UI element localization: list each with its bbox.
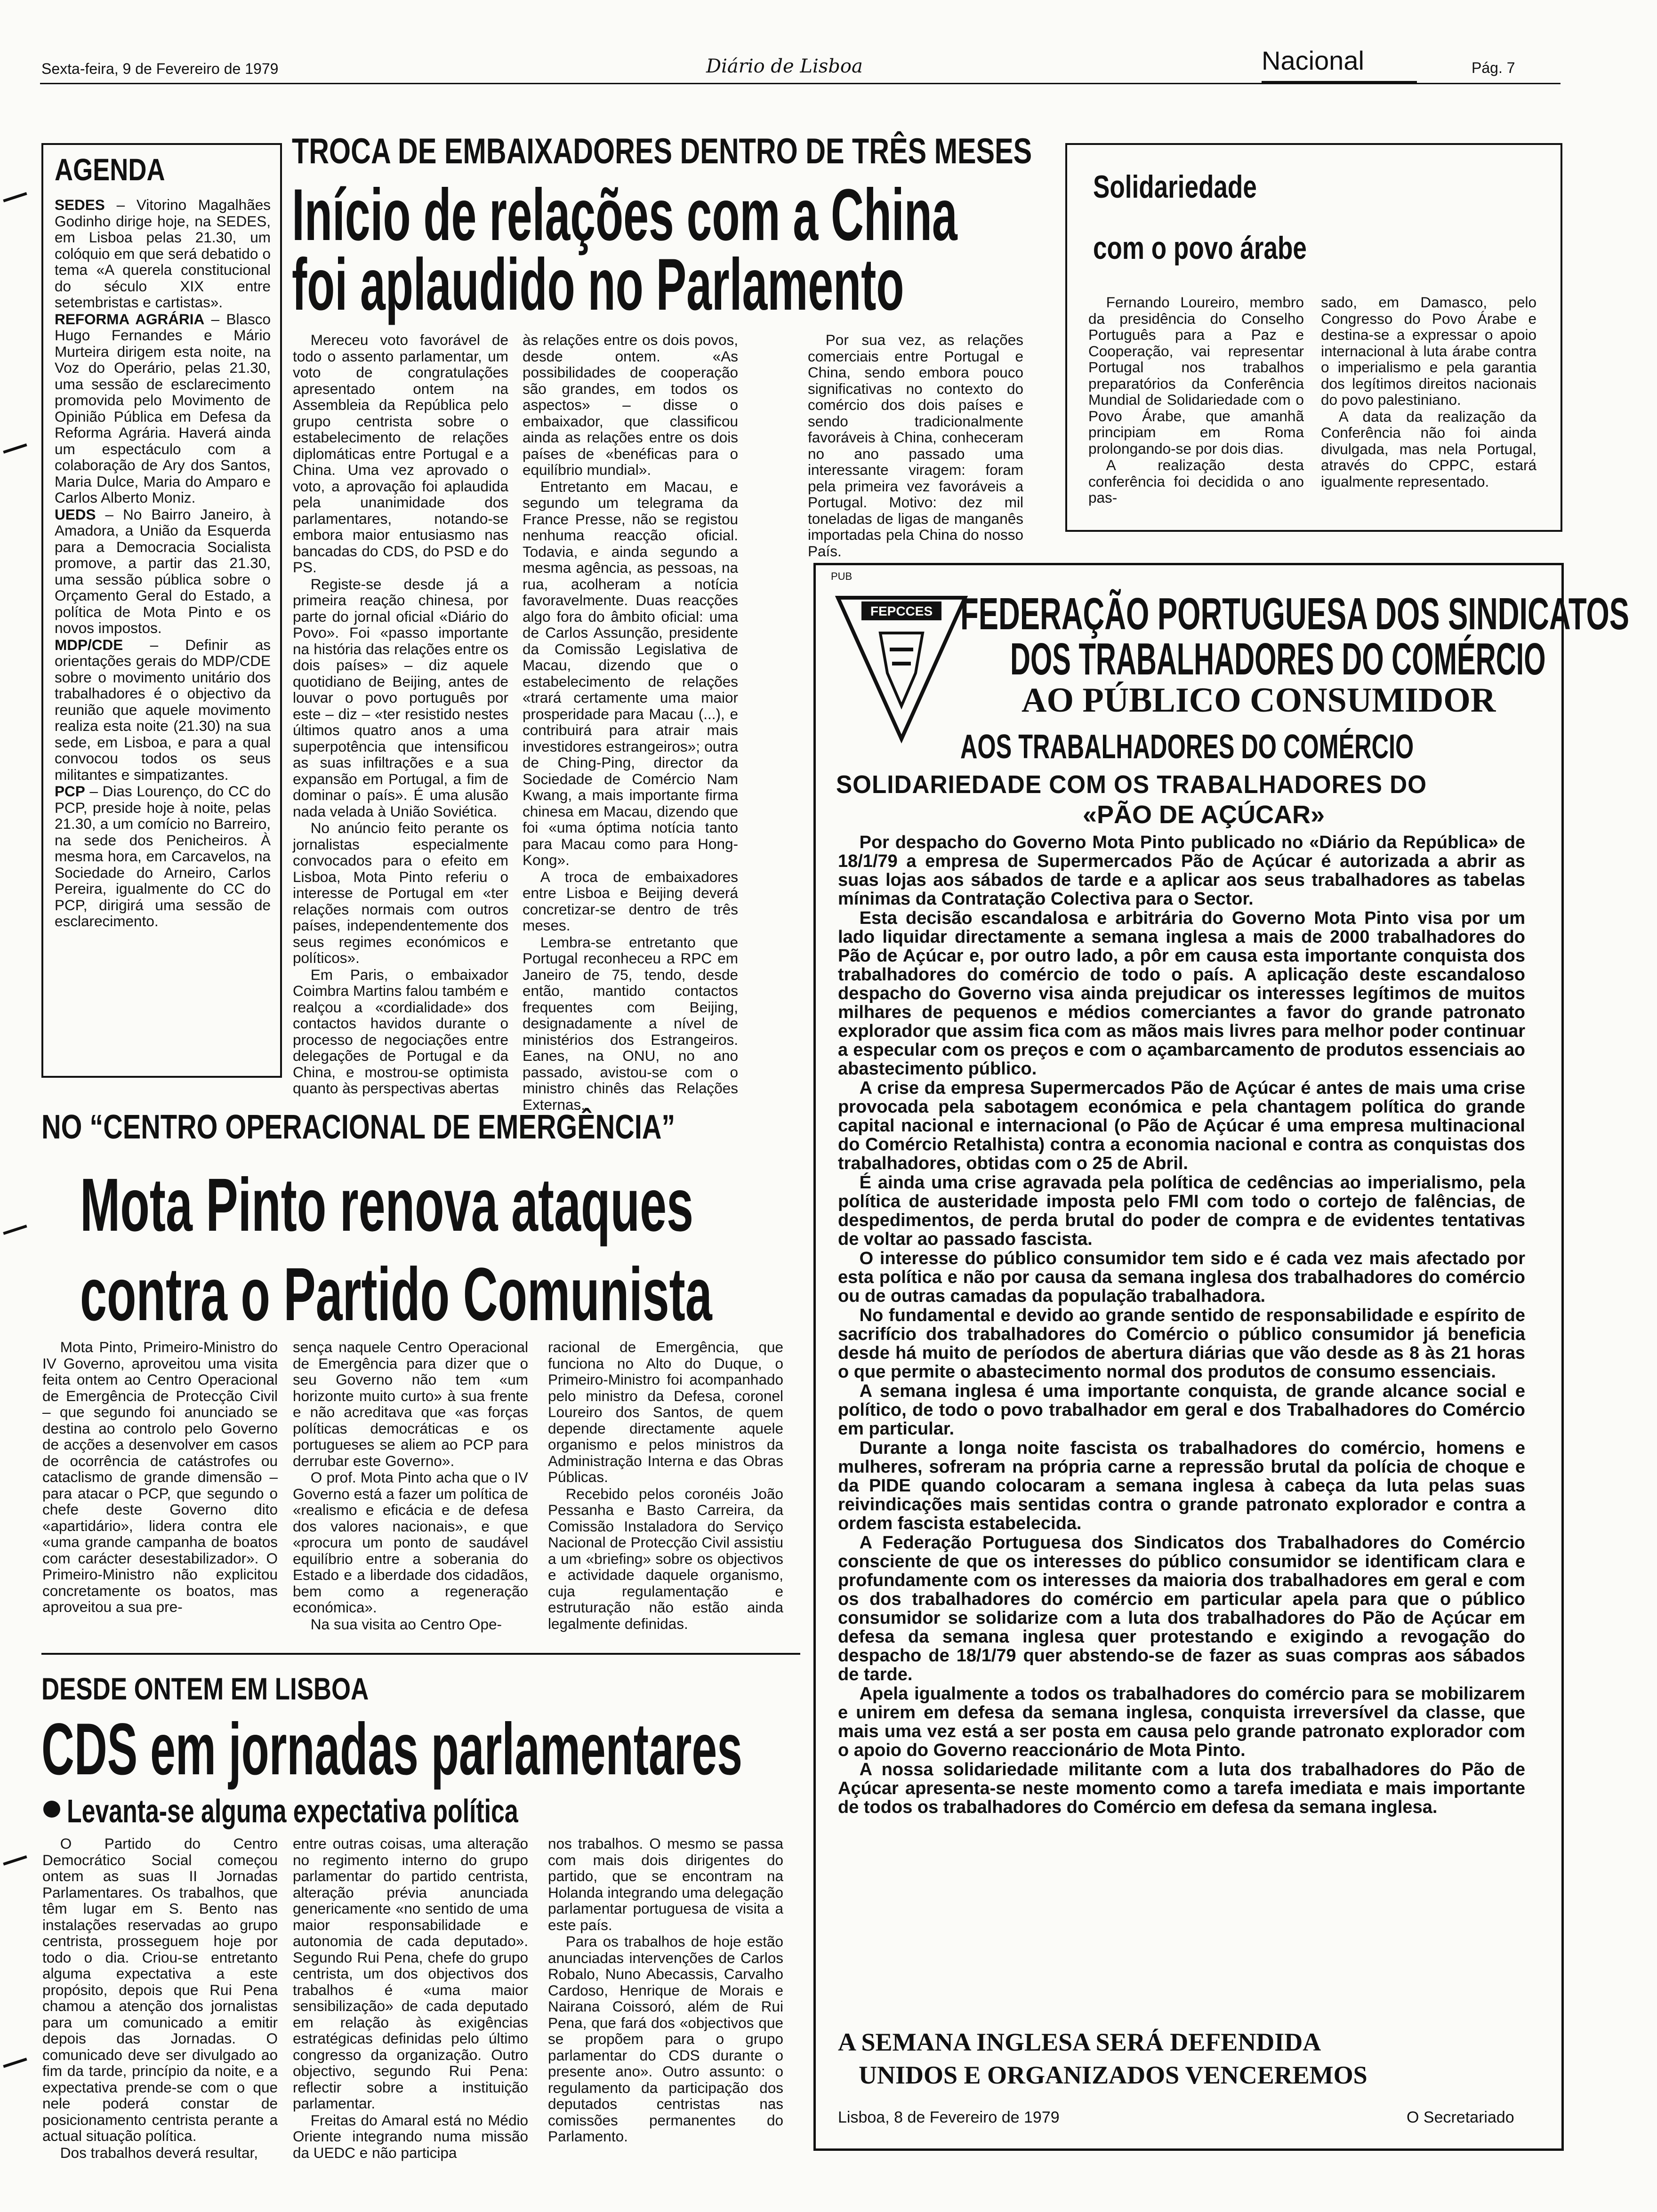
mota-col-3: racional de Emergência, que funciona no Alto do Duque, o Primeiro-Ministro foi acompanhado pelo ministro da Defesa, coronel Loureiro dos Santos, de quem depende directamente aquele organismo e pelos ministros da Administração Interna e das Obras Públicas. Recebido pelos coronéis João Pessanha e Basto Carreira, da Comissão Instaladora do Serviço Nacional de Protecção Civil assistiu a um «briefing» sobre os objectivos e actividade daquele organismo, cuja regulamentação e estruturação não estão ainda legalmente definidas. (548, 1338, 783, 1632)
masthead: Diário de Lisboa (706, 56, 863, 77)
margin-mark (3, 443, 27, 454)
page-number: Pág. 7 (1472, 59, 1515, 76)
mota-headline-2: contra o Partido Comunista (80, 1252, 712, 1336)
agenda-item: REFORMA AGRÁRIA – Blasco Hugo Fernandes e Mário Murteira dirigem esta noite, na Voz do Operário, pelas 21.30, uma sessão de esclarecimento promovida pelo Movimento de Opinião Pública em Defesa da Reforma Agrária. Haverá ainda um espectáculo com a colaboração de Ary dos Santos, Maria Dulce, Maria do Amparo e Carlos Alberto Moniz. (55, 310, 271, 506)
ad-title-6: «PÃO DE AÇÚCAR» (1083, 801, 1325, 829)
cds-headline: CDS em jornadas parlamentares (41, 1708, 743, 1790)
ad-title-5: SOLIDARIEDADE COM OS TRABALHADORES DO (836, 770, 1427, 799)
margin-mark (3, 1855, 27, 1866)
agenda-body (55, 197, 271, 1072)
agenda-item: MDP/CDE – Definir as orientações gerais do MDP/CDE sobre o movimento unitário dos trabalhadores é o objectivo da reunião que aquele movimento realiza esta noite (21.30) na sua sede, em Lisboa, e para a qual convocou todos os seus militantes e simpatizantes. (55, 636, 271, 783)
solidariedade-col-2: sado, em Damasco, pelo Congresso do Povo Árabe e destina-se a expressar o apoio internacional à luta árabe contra o imperialismo e pela garantia dos legítimos direitos nacionais do povo palestiniano. A data da realização da Conferência não foi ainda divulgada, mas nela Portugal, através do CPPC, estará igualmente representado. (1321, 294, 1536, 490)
ad-body: Por despacho do Governo Mota Pinto publicado no «Diário da República» de 18/1/79 a empresa de Supermercados Pão de Açúcar é autorizada a abrir as suas lojas aos sábados de tarde e a aplicar aos seus trabalhadores as tabelas mínimas da Contratação Colectiva para o Sector. Esta decisão escandalosa e arbitrária do Governo Mota Pinto visa por um lado liquidar directamente a semana inglesa a mais de 2000 trabalhadores do Pão de Açúcar e, por outro lado, a pôr em causa esta importante conquista dos trabalhadores do comércio de todo o país. A aplicação deste escandaloso despacho do Governo visa ainda prejudicar os interesses legítimos de muitos milhares de pequenos e médios comerciantes a favor do grande patronato explorador que assim fica com as mãos mais livres para melhor poder continuar a especular com os preços e com o açambarcamento de produtos essenciais ao abastecimento público. A crise da empresa Supermercados Pão de Açúcar é antes de mais uma crise provocada pela sabotagem económica e pela chantagem política do grande capital nacional e internacional (o Pão de Açúcar é uma empresa multinacional do Comércio Retalhista) contra a economia nacional e contra as conquistas dos trabalhadores, obtidas com o 25 de Abril. É ainda uma crise agravada pela política de cedências ao imperialismo, pela política de austeridade imposta pelo FMI com todo o cortejo de falências, de despedimentos, de perda brutal do poder de compra e de evidentes tentativas de voltar ao passado fascista. O interesse do público consumidor tem sido e é cada vez mais afectado por esta política e não por causa da semana inglesa dos trabalhadores do comércio ou de outras camadas da população trabalhadora. No fundamental e devido ao grande sentido de responsabilidade e espírito de sacrifício dos trabalhadores do Comércio o público consumidor já beneficia desde há muito de períodos de abertura diárias que vão desde as 8 às 21 horas o que permite o abastecimento normal dos produtos de consumo essenciais. A semana inglesa é uma importante conquista, de grande alcance social e político, de todo o povo trabalhador em geral e dos Trabalhadores do Comércio em particular. Durante a longa noite fascista os trabalhadores do comércio, homens e mulheres, sofreram na própria carne a repressão brutal da polícia de choque e da PIDE quando colocaram a semana inglesa à cabeça da luta pelas suas reivindicações mais sentidas contra o grande patronato explorador e contra a ordem fascista estabelecida. A Federação Portuguesa dos Sindicatos dos Trabalhadores do Comércio consciente de que os interesses do público consumidor se identificam clara e profundamente com os interesses da maioria dos trabalhadores em geral e com os dos trabalhadores do comércio em particular apela para que o público consumidor se solidarize com a luta dos trabalhadores do Pão de Açúcar em defesa da semana inglesa quer protestando e exigindo a revogação do despacho de 18/1/79 quer abstendo-se de fazer as suas compras aos sábados de tarde. Apela igualmente a todos os trabalhadores do comércio para se mobilizarem e unirem em defesa da semana inglesa, conquista irreversível da classe, que mais uma vez está a ser posta em causa pelo grande patronato explorador com o apoio do Governo reaccionário de Mota Pinto. A nossa solidariedade militante com a luta dos trabalhadores do Pão de Açúcar apresenta-se neste momento como a tarefa imediata e mais importante de todos os trabalhadores do Comércio em defesa da semana inglesa. (838, 833, 1525, 1817)
ad-title-2: DOS TRABALHADORES DO COMÉRCIO (1010, 634, 1546, 684)
ad-title-3: AO PÚBLICO CONSUMIDOR (1022, 681, 1496, 720)
china-headline-2: foi aplaudido no Parlamento (292, 244, 904, 326)
cds-col-2: entre outras coisas, uma alteração no regimento interno do grupo parlamentar do partido centrista, alteração prévia anunciada genericamente «no sentido de uma maior responsabilidade e autonomia de cada deputado». Segundo Rui Pena, chefe do grupo centrista, um dos objectivos dos trabalhos é «uma maior sensibilização» de cada deputado em relação às exigências estratégicas definidas pelo último congresso da organização. Outro objectivo, segundo Rui Pena: reflectir sobre a instituição parlamentar. Freitas do Amaral está no Médio Oriente integrando numa missão da UEDC e não participa (293, 1835, 528, 2161)
union-logo-text: FEPCCES (870, 604, 933, 618)
ad-footer-date: Lisboa, 8 de Fevereiro de 1979 (838, 2108, 1060, 2126)
china-col-1: Mereceu voto favorável de todo o assento parlamentar, um voto de congratulações apresentado ontem na Assembleia da República pelo grupo centrista sobre o estabelecimento de relações diplomáticas entre Portugal e a China. Uma vez aprovado o voto, a aprovação foi aplaudida pela unanimidade dos parlamentares, notando-se embora maior entusiasmo nas bancadas do CDS, do PSD e do PS. Registe-se desde já a primeira reação chinesa, por parte do jornal oficial «Diário do Povo». Foi «passo importante na história das relações entre os dois países» – diz aquele quotidiano de Beijing, antes de louvar o povo português por este – diz – «ter resistido nestes últimos quatro anos a uma superpotência que intensificou as suas infiltrações e a sua expansão em Portugal, a fim de dominar o país». É uma alusão nada velada à União Soviética. No anúncio feito perante os jornalistas especialmente convocados para o efeito em Lisboa, Mota Pinto referiu o interesse de Portugal em «ter relações normais com outros países, independentemente dos seus regimes económicos e políticos». Em Paris, o embaixador Coimbra Martins falou também e realçou a «cordialidade» dos contactos havidos durante o processo de negociações entre delegações de Portugal e da China, e mostrou-se optimista quanto às perspectivas abertas (293, 331, 508, 1097)
ad-title-1: FEDERAÇÃO PORTUGUESA DOS SINDICATOS (960, 589, 1630, 639)
cds-subhead: Levanta-se alguma expectativa política (67, 1793, 518, 1829)
ad-slogan-1: A SEMANA INGLESA SERÁ DEFENDIDA (838, 2028, 1321, 2056)
china-col-2: às relações entre os dois povos, desde ontem. «As possibilidades de cooperação são grandes, em todos os aspectos» – disse o embaixador, que classificou ainda as relações entre os dois países de «benéficas para o equilíbrio mundial». Entretanto em Macau, e segundo um telegrama da France Presse, não se registou nenhuma reacção oficial. Todavia, e ainda segundo a mesma agência, as pessoas, na rua, acolheram a notícia favoravelmente. Duas reacções algo fora do âmbito oficial: uma de Carlos Assunção, presidente da Comissão Legislativa de Macau, dizendo que o estabelecimento de relações «trará certamente uma maior prosperidade para Macau (...), e contribuirá para atrair mais investidores estrangeiros»; outra de Ching-Ping, director da Sociedade de Comércio Nam Kwang, a mais importante firma chinesa em Macau, dizendo que foi «uma óptima notícia tanto para Macau como para Hong-Kong». A troca de embaixadores entre Lisboa e Beijing deverá concretizar-se dentro de três meses. Lembra-se entretanto que Portugal reconheceu a RPC em Janeiro de 75, tendo, desde então, mantido contactos frequentes com Beijing, designadamente a nível de ministérios dos Estrangeiros. Eanes, na ONU, no ano passado, avistou-se com o ministro chinês das Relações Externas. (523, 331, 738, 1113)
margin-mark (3, 192, 27, 202)
cds-col-1: O Partido do Centro Democrático Social começou ontem as suas II Jornadas Parlamentares. Os trabalhos, que têm lugar em S. Bento nas instalações reservadas ao grupo centrista, prosseguem hoje por todo o dia. Criou-se entretanto alguma expectativa a este propósito, depois que Rui Pena chamou a atenção dos jornalistas para um comunicado a emitir depois das Jornadas. O comunicado deve ser divulgado ao fim da tarde, princípio da noite, e a expectativa prende-se com o que nele poderá constar de posicionamento centrista perante a actual situação política. Dos trabalhos deverá resultar, (42, 1835, 278, 2161)
china-headline-1: Início de relações com a China (292, 174, 957, 256)
china-col-3: Por sua vez, as relações comerciais entre Portugal e China, sendo embora pouco significativas no contexto do comércio dos dois países e sendo tradicionalmente favoráveis à China, conheceram no ano passado uma interessante viragem: foram pela primeira vez favoráveis a Portugal. Motivo: dez mil toneladas de ligas de manganês importadas pela China do nosso País. (808, 331, 1023, 560)
header-rule (40, 83, 1560, 84)
cds-kicker: DESDE ONTEM EM LISBOA (41, 1671, 369, 1706)
solidariedade-title-2: com o povo árabe (1093, 230, 1307, 266)
agenda-item: UEDS – No Bairro Janeiro, à Amadora, a União da Esquerda para a Democracia Socialista promove, a partir das 21.30, uma sessão pública sobre o Orçamento Geral do Estado, a política de Mota Pinto e os novos impostos. (55, 505, 271, 636)
margin-mark (3, 1225, 27, 1235)
mota-col-1: Mota Pinto, Primeiro-Ministro do IV Governo, aproveitou uma visita feita ontem ao Centro Operacional de Emergência de Protecção Civil – que segundo foi anunciado se destina ao controlo pelo Governo de acções a desenvolver em casos de ocorrência de catástrofes ou cataclismo de grande dimensão – para atacar o PCP, que segundo o chefe deste Governo dito «apartidário», lidera contra ele «uma grande campanha de boatos com carácter desestabilizador». O Primeiro-Ministro não explicitou concretamente os boatos, mas aproveitou a sua pre- (42, 1338, 278, 1615)
section-name: Nacional (1262, 46, 1364, 75)
ad-pub-label: PUB (831, 570, 853, 582)
ad-footer-signature: O Secretariado (1407, 2108, 1514, 2126)
solidariedade-col-1: Fernando Loureiro, membro da presidência do Conselho Português para a Paz e Cooperação, vai representar Portugal nos trabalhos preparatórios da Conferência Mundial de Solidariedade com o Povo Árabe, que amanhã principiam em Roma prolongando-se por dois dias. A realização desta conferência foi decidida o ano pas- (1088, 294, 1304, 506)
solidariedade-title-1: Solidariedade (1093, 169, 1257, 205)
china-kicker: TROCA DE EMBAIXADORES DENTRO DE TRÊS MESES (292, 131, 1032, 171)
ad-title-4: AOS TRABALHADORES DO COMÉRCIO (960, 728, 1414, 766)
mota-bottom-rule (41, 1653, 800, 1655)
ad-slogan-2: UNIDOS E ORGANIZADOS VENCEREMOS (859, 2061, 1367, 2089)
margin-mark (3, 2058, 27, 2068)
agenda-title: AGENDA (55, 152, 165, 187)
mota-col-2: sença naquele Centro Operacional de Emergência para dizer que o seu Governo não tem «um horizonte muito curto» à sua frente e não acreditava que «as forças políticas democráticas e os portugueses se aliem ao PCP para derrubar este Governo». O prof. Mota Pinto acha que o IV Governo está a fazer um política de «realismo e eficácia e de defesa dos valores nacionais», e que «procura um ponto de saudável equilíbrio entre a soberania do Estado e a liberdade dos cidadãos, bem como a regeneração económica». Na sua visita ao Centro Ope- (293, 1338, 528, 1633)
mota-headline-1: Mota Pinto renova ataques (80, 1162, 693, 1247)
agenda-item: PCP – Dias Lourenço, do CC do PCP, preside hoje à noite, pelas 21.30, a um comício no Barreiro, na sede dos Penicheiros. À mesma hora, em Carcavelos, na Sociedade do Arneiro, Carlos Pereira, igualmente do CC do PCP, dirigirá uma sessão de esclarecimento. (55, 783, 271, 930)
agenda-item: SEDES – Vitorino Magalhães Godinho dirige hoje, na SEDES, em Lisboa pelas 21.30, um colóquio em que será debatido o tema «A querela constitucional do século XIX entre setembristas e cartistas». (55, 196, 271, 311)
bullet-icon (43, 1801, 60, 1818)
header-date: Sexta-feira, 9 de Fevereiro de 1979 (41, 60, 279, 77)
cds-col-3: nos trabalhos. O mesmo se passa com mais dois dirigentes do partido, que se encontram na Holanda integrando uma delegação parlamentar portuguesa de visita a este país. Para os trabalhos de hoje estão anunciadas intervenções de Carlos Robalo, Nuno Abecassis, Carvalho Cardoso, Henrique de Morais e Nairana Coissoró, além de Rui Pena, que fará dos «objectivos que se propõem para o grupo parlamentar do CDS durante o presente ano». Outro assunto: o regulamento da participação dos deputados centristas nas comissões permanentes do Parlamento. (548, 1835, 783, 2145)
mota-kicker: NO “CENTRO OPERACIONAL DE EMERGÊNCIA” (41, 1108, 676, 1146)
union-logo-icon (833, 588, 970, 744)
